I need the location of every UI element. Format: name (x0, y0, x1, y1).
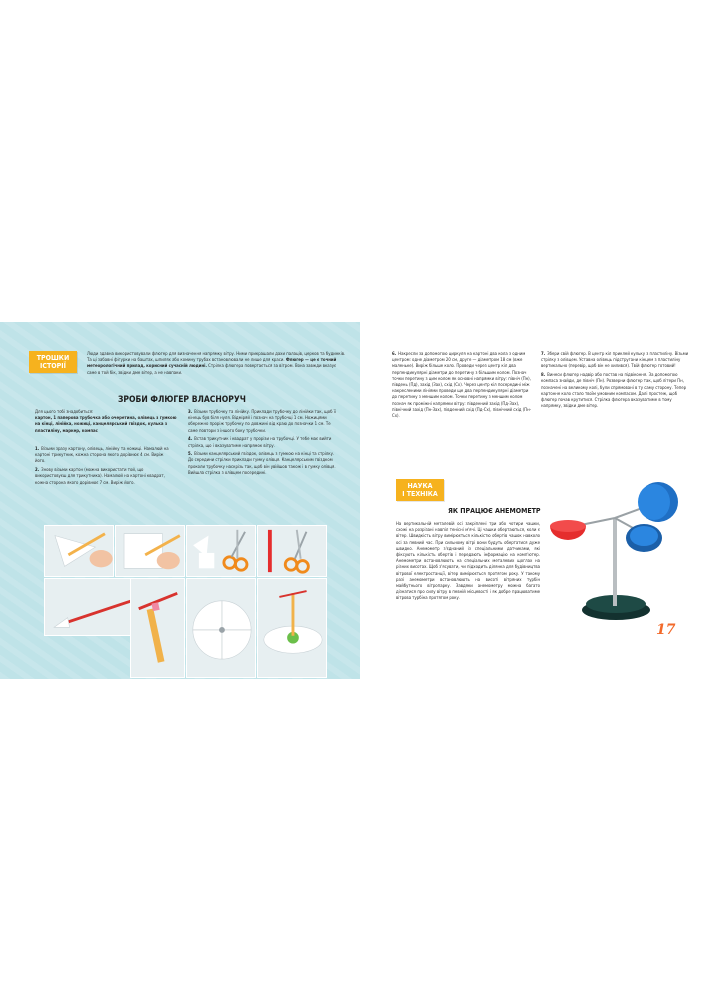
step-text: Збери свій флюгер. В центр кіл приклей кульку з пластиліну. Візьми стрілку з олівцем. Уставна олівець підстругани кінцем з пластиліну вертикально (перевір, щоб він не хилився). Твій флюгер готовий! (541, 352, 689, 370)
step-7 (541, 352, 689, 371)
photo-pencil-pin (130, 578, 185, 678)
step-text: Накресли за допомогою циркуля на картоні два кола з одним центром: одне діаметром 20 см, друге — діаметром 18 см (вже маленьке). Виріж більше коло. Проведи через центр кіл два перпендикулярні діаметри до перетину з більшим колом. Познач точки перетину з цим колом як основні напрямки вітру: північ (Пн), південь (Пд), захід (Зах), схід (Сх). Через центр кіл посередині між накресленими лініями проведи ще два перпендикулярні діаметри до перетину з меншим колом. Точки перетину з меншим колом познач як проміжні напрямки вітру: південний захід (Пд-Зах), північний захід (Пн-Зах), південний схід (Пд-Сх), північний схід (Пн-Сх). (392, 352, 532, 420)
step-4 (188, 437, 338, 449)
photo-draw-triangle (44, 525, 114, 577)
photo-compass-circle (186, 578, 256, 678)
step-8 (541, 373, 689, 410)
steps-middle (188, 410, 338, 480)
history-paragraph (87, 352, 347, 377)
materials-intro: Для цього тобі знадобиться: (35, 410, 94, 415)
step-number: 3. (188, 410, 193, 415)
steps-left (35, 447, 175, 489)
step-number: 2. (35, 468, 40, 474)
step-5 (188, 452, 338, 477)
step-2 (35, 468, 175, 487)
step-number: 8. (541, 373, 546, 379)
anemometer-paragraph: На вертикальній металевій осі закріплені три або чотири чашки, схожі на розрізані навпіл тенісні м'ячі. Ці чашки обертаються, коли є вітер. Швидкість вітру вимірюється кількістю обертів чашок навколо осі за певний час. При сильному вітрі вони будуть обертатися дуже швидко. Анемометр з'єднаний із спеціальними датчиками, які фіксують кількість обертів і передають інформацію на комп'ютер. Анемометри встановлюють на спеціальних металевих щоглах на різних висотах. Щоб з'ясувати, чи підходить ділянка для будівництва вітрової електростанції, вітер вимірюється протягом року. У такому разі анемометри встановлюють на висоті вітряних турбін майбутнього вітропарку. Завдяки анемометру можна багато дізнатися про силу вітру в певній місцевості і як добре працюватиме вітрова турбіна протягом року. (396, 522, 540, 602)
photo-cut-straw (257, 525, 327, 577)
step-number: 6. (392, 352, 397, 357)
make-weathervane-heading: ЗРОБИ ФЛЮГЕР ВЛАСНОРУЧ (118, 395, 246, 405)
anemometer-heading: ЯК ПРАЦЮЄ АНЕМОМЕТР (448, 507, 541, 515)
science-tag (396, 479, 444, 501)
step-text: Візьми трубочку та лінійку. Приклади трубочку до лінійки так, щоб її кінець був біля нуля. Відміряй і познач на трубочці 1 см. Ножицями обережно проріж трубочку по довжині від краю до позначки 1 см. Те саме повтори з іншого боку трубочки. (188, 410, 336, 434)
materials-paragraph (35, 410, 183, 435)
step-3 (188, 410, 338, 435)
step-6 (392, 352, 534, 420)
history-tag-line1: ТРОШКИ (36, 354, 70, 362)
history-text-bold: Флюгер — це є точний метеорологічний прилад, корисний сучасній людині. (87, 358, 337, 370)
step-text: Винеси флюгер надвір або постав на підвіконня. За допомогою компаса знайди, де північ (Пн). Розверни флюгер так, щоб літери Пн, позначені на великому колі, були спрямовані в ту саму сторону. Тепер картонне коло стало твоїм умовним компасом. Далі простеж, щоб флюгер почав крутитися. Стрілка флюгера вказуватиме в тому напрямку, звідки дме вітер. (541, 373, 687, 410)
page-number: 17 (656, 622, 676, 638)
step-text: Знову візьми картон (можна використати той, що використовуєш для трикутника). Намалюй на картоні квадрат, кожна сторона якого дорівнює 7 см. Виріж його. (35, 468, 165, 486)
steps-right-1 (392, 352, 534, 423)
step-text: Встав трикутник і квадрат у прорізи на трубочці. У тебе має вийти стрілка, що і вказуватиме напрямок вітру. (188, 437, 332, 449)
photo-cut-shapes (186, 525, 256, 577)
photo-draw-square (115, 525, 185, 577)
science-tag-line2: І ТЕХНІКА (402, 490, 438, 498)
history-tag (29, 351, 77, 373)
anemometer-photo (546, 478, 686, 623)
step-number: 1. (35, 447, 40, 452)
science-tag-line1: НАУКА (407, 482, 433, 490)
history-tag-line2: ІСТОРІЇ (40, 362, 66, 370)
steps-right-2 (541, 352, 689, 413)
step-text: Візьми зразу картону, олівець, лінійку та ножиці. Намалюй на картоні трикутник, кожна сторона якого дорівнює 4 см. Виріж його. (35, 447, 169, 465)
photo-finished-weathervane (257, 578, 327, 678)
step-number: 4. (188, 437, 193, 443)
step-text: Візьми канцелярський гвіздок, олівець з гумкою на кінці та стрілку. До середини стрілки приклади гумку олівця. Канцелярським гвіздком проколи трубочку наскрізь так, щоб він увійшов також і в гумку олівця. Вийшла стрілка з олівцем посередині. (188, 452, 336, 476)
step-number: 7. (541, 352, 546, 357)
step-number: 5. (188, 452, 193, 458)
history-text-2: Стрілка флюгера повертається за вітром. Вона завжди вказує саме в той бік, звідки дме вітер, а не навпаки. (87, 364, 337, 376)
step-1 (35, 447, 175, 466)
history-text-1: Люди здавна використовували флюгер для визначення напрямку вітру. Ними прикрашали дахи палаців, церков та будинків. Та ці забавні фігурки на баштах, шпилях або комину трубах встановлювали не лише для краси. (87, 352, 346, 364)
materials-list: картон, 1 паперова трубочка або очеретина, олівець з гумкою на кінці, лінійка, ножиці, канцелярський гвіздок, кулька з пластиліну, маркер, компас (35, 416, 177, 434)
